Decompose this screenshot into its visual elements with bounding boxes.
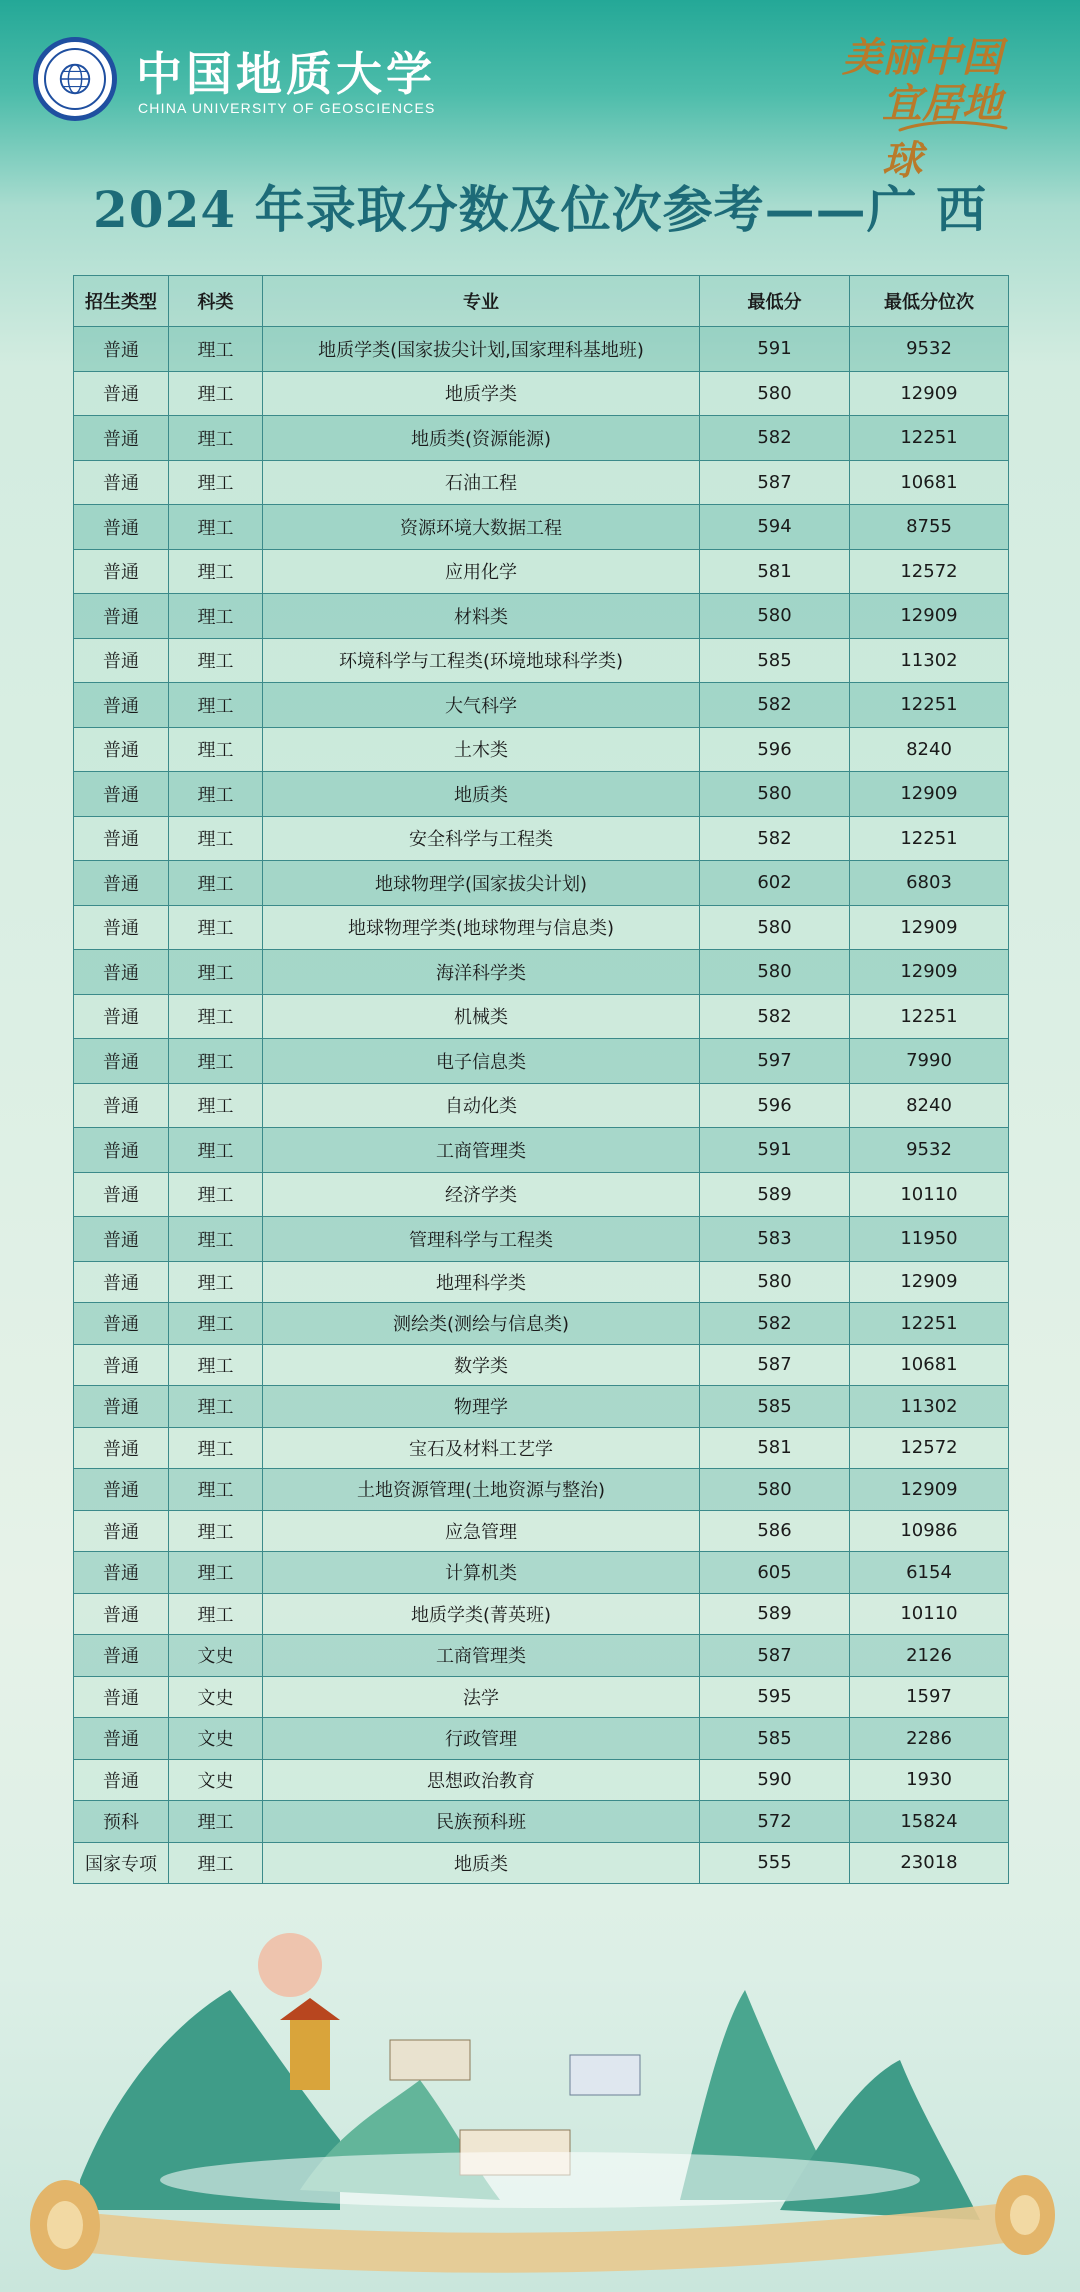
cell-subject-category: 理工 [169,638,263,683]
cell-major: 地球物理学类(地球物理与信息类) [263,905,700,950]
cell-admission-type: 普通 [74,460,169,505]
cell-min-rank: 12909 [850,594,1009,639]
table-row [74,1217,1009,1262]
cell-min-score: 596 [700,727,850,772]
cell-min-score: 602 [700,861,850,906]
cell-min-score: 582 [700,416,850,461]
cell-min-rank: 8755 [850,505,1009,550]
cell-subject-category: 理工 [169,327,263,372]
header-subject-category: 科类 [169,276,263,327]
cell-major: 安全科学与工程类 [263,816,700,861]
table-row [74,1344,1009,1386]
table-row [74,1261,1009,1303]
cell-major: 数学类 [263,1344,700,1386]
table-row [74,772,1009,817]
school-name-en: CHINA UNIVERSITY OF GEOSCIENCES [138,100,436,116]
cell-min-rank: 12909 [850,772,1009,817]
table-row [74,1718,1009,1760]
cell-major: 测绘类(测绘与信息类) [263,1303,700,1345]
cell-admission-type: 普通 [74,1172,169,1217]
cell-subject-category: 理工 [169,1217,263,1262]
cell-subject-category: 理工 [169,861,263,906]
cell-major: 地质学类 [263,371,700,416]
cell-subject-category: 理工 [169,1386,263,1428]
cell-min-score: 582 [700,994,850,1039]
clouds-icon [160,2152,920,2208]
cell-min-score: 580 [700,1261,850,1303]
table-row [74,683,1009,728]
cell-major: 自动化类 [263,1083,700,1128]
cell-min-score: 585 [700,638,850,683]
building-icon [390,2040,470,2080]
cell-subject-category: 理工 [169,1039,263,1084]
cell-min-score: 589 [700,1172,850,1217]
cell-min-rank: 2286 [850,1718,1009,1760]
cell-min-score: 589 [700,1593,850,1635]
cell-min-rank: 6803 [850,861,1009,906]
cell-major: 宝石及材料工艺学 [263,1427,700,1469]
cell-min-rank: 12909 [850,371,1009,416]
cell-subject-category: 理工 [169,549,263,594]
table-row [74,1386,1009,1428]
brush-stroke-icon [898,118,1008,134]
cell-min-rank: 10681 [850,1344,1009,1386]
table-row [74,1510,1009,1552]
cell-subject-category: 理工 [169,905,263,950]
cell-min-rank: 8240 [850,727,1009,772]
cell-min-rank: 12572 [850,549,1009,594]
cell-min-score: 580 [700,950,850,995]
cell-admission-type: 普通 [74,1303,169,1345]
cell-subject-category: 文史 [169,1635,263,1677]
cell-min-rank: 10681 [850,460,1009,505]
cell-admission-type: 普通 [74,327,169,372]
cell-admission-type: 普通 [74,1217,169,1262]
cell-subject-category: 理工 [169,950,263,995]
cell-subject-category: 理工 [169,1128,263,1173]
cell-major: 工商管理类 [263,1128,700,1173]
cell-min-score: 585 [700,1386,850,1428]
cell-min-score: 605 [700,1552,850,1594]
cell-min-rank: 23018 [850,1842,1009,1884]
cell-min-rank: 1930 [850,1759,1009,1801]
cell-min-rank: 12251 [850,1303,1009,1345]
cell-admission-type: 普通 [74,1039,169,1084]
cell-subject-category: 理工 [169,594,263,639]
cell-major: 工商管理类 [263,1635,700,1677]
cell-min-score: 590 [700,1759,850,1801]
cell-admission-type: 普通 [74,416,169,461]
cell-subject-category: 理工 [169,460,263,505]
cell-min-rank: 12909 [850,1469,1009,1511]
header-major: 专业 [263,276,700,327]
cell-subject-category: 理工 [169,683,263,728]
cell-admission-type: 普通 [74,1676,169,1718]
cell-major: 地质类 [263,1842,700,1884]
cell-admission-type: 普通 [74,1635,169,1677]
cell-admission-type: 普通 [74,1593,169,1635]
cell-min-rank: 7990 [850,1039,1009,1084]
cell-admission-type: 普通 [74,1759,169,1801]
cell-min-score: 587 [700,1635,850,1677]
table-row [74,371,1009,416]
cell-min-score: 580 [700,371,850,416]
table-row [74,1427,1009,1469]
cell-major: 经济学类 [263,1172,700,1217]
header-min-rank: 最低分位次 [850,276,1009,327]
cell-admission-type: 普通 [74,1718,169,1760]
cell-min-score: 597 [700,1039,850,1084]
table-row [74,994,1009,1039]
cell-min-score: 596 [700,1083,850,1128]
cell-subject-category: 理工 [169,1842,263,1884]
tower-icon [290,2020,330,2090]
table-row [74,1039,1009,1084]
cell-min-score: 585 [700,1718,850,1760]
table-row [74,905,1009,950]
cell-major: 电子信息类 [263,1039,700,1084]
cell-min-rank: 12572 [850,1427,1009,1469]
cell-subject-category: 理工 [169,1801,263,1843]
cell-subject-category: 理工 [169,1427,263,1469]
cell-admission-type: 国家专项 [74,1842,169,1884]
table-row [74,727,1009,772]
cell-major: 机械类 [263,994,700,1039]
cell-subject-category: 理工 [169,994,263,1039]
cell-min-rank: 11302 [850,1386,1009,1428]
cell-min-rank: 12909 [850,950,1009,995]
cell-min-score: 555 [700,1842,850,1884]
cell-min-score: 580 [700,905,850,950]
cell-min-score: 591 [700,1128,850,1173]
cell-major: 环境科学与工程类(环境地球科学类) [263,638,700,683]
cell-admission-type: 普通 [74,1469,169,1511]
cell-major: 石油工程 [263,460,700,505]
table-row [74,1593,1009,1635]
cell-major: 大气科学 [263,683,700,728]
cell-major: 土地资源管理(土地资源与整治) [263,1469,700,1511]
cell-subject-category: 理工 [169,727,263,772]
cell-admission-type: 普通 [74,1386,169,1428]
cell-min-score: 572 [700,1801,850,1843]
cell-admission-type: 普通 [74,549,169,594]
table-row [74,505,1009,550]
cell-major: 材料类 [263,594,700,639]
cell-admission-type: 普通 [74,994,169,1039]
cell-admission-type: 普通 [74,772,169,817]
cell-admission-type: 普通 [74,505,169,550]
cell-major: 地理科学类 [263,1261,700,1303]
header-admission-type: 招生类型 [74,276,169,327]
cell-min-rank: 10110 [850,1593,1009,1635]
cell-subject-category: 理工 [169,1083,263,1128]
table-row [74,1083,1009,1128]
cell-admission-type: 预科 [74,1801,169,1843]
table-row [74,1469,1009,1511]
slogan-line2: 宜居地球 [882,80,1002,184]
cell-min-score: 583 [700,1217,850,1262]
cell-major: 应急管理 [263,1510,700,1552]
table-row [74,638,1009,683]
cell-admission-type: 普通 [74,1083,169,1128]
cell-min-score: 580 [700,594,850,639]
cell-major: 地质类 [263,772,700,817]
cell-min-score: 582 [700,1303,850,1345]
cell-subject-category: 理工 [169,816,263,861]
cell-min-score: 587 [700,1344,850,1386]
cell-major: 资源环境大数据工程 [263,505,700,550]
cell-min-score: 581 [700,549,850,594]
cell-min-rank: 10110 [850,1172,1009,1217]
slogan-line1: 美丽中国 [842,34,1002,81]
cell-min-rank: 8240 [850,1083,1009,1128]
landscape-scroll-illustration [0,1880,1080,2292]
cell-subject-category: 理工 [169,505,263,550]
slogan-calligraphy [838,26,1028,184]
cell-min-rank: 9532 [850,327,1009,372]
cell-major: 地质学类(菁英班) [263,1593,700,1635]
cell-min-rank: 12251 [850,683,1009,728]
cell-major: 计算机类 [263,1552,700,1594]
header [0,0,1080,184]
table-row [74,327,1009,372]
cell-subject-category: 理工 [169,1172,263,1217]
table-row [74,816,1009,861]
cell-subject-category: 理工 [169,371,263,416]
cell-major: 民族预科班 [263,1801,700,1843]
cell-subject-category: 理工 [169,1510,263,1552]
cell-admission-type: 普通 [74,1427,169,1469]
cell-subject-category: 理工 [169,1469,263,1511]
cell-min-score: 595 [700,1676,850,1718]
cell-min-score: 582 [700,683,850,728]
cell-admission-type: 普通 [74,816,169,861]
table-row [74,1128,1009,1173]
cell-admission-type: 普通 [74,638,169,683]
cell-admission-type: 普通 [74,1344,169,1386]
table-row [74,950,1009,995]
table-row [74,1303,1009,1345]
cell-min-rank: 12251 [850,994,1009,1039]
table-row [74,1759,1009,1801]
score-table-container [73,275,1008,1884]
globe-icon [56,60,94,98]
table-row [74,1801,1009,1843]
header-min-score: 最低分 [700,276,850,327]
cell-subject-category: 理工 [169,1593,263,1635]
cell-subject-category: 文史 [169,1676,263,1718]
cell-admission-type: 普通 [74,1552,169,1594]
cell-admission-type: 普通 [74,1510,169,1552]
table-row [74,1676,1009,1718]
table-header-row [74,276,1009,327]
cell-admission-type: 普通 [74,950,169,995]
cell-min-rank: 2126 [850,1635,1009,1677]
cell-min-score: 594 [700,505,850,550]
cell-min-score: 587 [700,460,850,505]
cell-subject-category: 文史 [169,1759,263,1801]
cell-min-rank: 10986 [850,1510,1009,1552]
score-table [73,275,1009,1884]
cell-min-rank: 11302 [850,638,1009,683]
cell-admission-type: 普通 [74,861,169,906]
table-row [74,861,1009,906]
cell-subject-category: 理工 [169,416,263,461]
cell-min-rank: 12909 [850,905,1009,950]
school-name-cn: 中国地质大学 [136,47,436,101]
cell-min-rank: 9532 [850,1128,1009,1173]
cell-subject-category: 理工 [169,1303,263,1345]
cell-admission-type: 普通 [74,683,169,728]
cell-subject-category: 文史 [169,1718,263,1760]
cell-min-rank: 12251 [850,816,1009,861]
table-body [74,327,1009,1884]
cell-major: 地球物理学(国家拔尖计划) [263,861,700,906]
cell-major: 行政管理 [263,1718,700,1760]
cell-admission-type: 普通 [74,727,169,772]
cell-min-rank: 15824 [850,1801,1009,1843]
cell-subject-category: 理工 [169,772,263,817]
cell-admission-type: 普通 [74,1261,169,1303]
cell-admission-type: 普通 [74,594,169,639]
cell-min-rank: 1597 [850,1676,1009,1718]
cell-subject-category: 理工 [169,1261,263,1303]
sun-icon [258,1933,322,1997]
cell-major: 地质学类(国家拔尖计划,国家理科基地班) [263,327,700,372]
cell-major: 物理学 [263,1386,700,1428]
cell-min-rank: 12909 [850,1261,1009,1303]
table-row [74,594,1009,639]
cell-subject-category: 理工 [169,1344,263,1386]
cell-min-score: 586 [700,1510,850,1552]
cell-min-rank: 11950 [850,1217,1009,1262]
cell-min-score: 591 [700,327,850,372]
cell-admission-type: 普通 [74,905,169,950]
cell-major: 管理科学与工程类 [263,1217,700,1262]
cell-major: 思想政治教育 [263,1759,700,1801]
cell-major: 土木类 [263,727,700,772]
table-row [74,1552,1009,1594]
cell-min-rank: 12251 [850,416,1009,461]
cell-min-rank: 6154 [850,1552,1009,1594]
university-seal-logo [33,37,117,121]
cell-min-score: 580 [700,772,850,817]
building-blue-icon [570,2055,640,2095]
cell-subject-category: 理工 [169,1552,263,1594]
table-row [74,1635,1009,1677]
cell-major: 法学 [263,1676,700,1718]
cell-admission-type: 普通 [74,371,169,416]
table-row [74,1842,1009,1884]
cell-min-score: 582 [700,816,850,861]
cell-min-score: 581 [700,1427,850,1469]
page-title: 2024 年录取分数及位次参考——广 西 [93,180,987,239]
cell-major: 地质类(资源能源) [263,416,700,461]
cell-min-score: 580 [700,1469,850,1511]
cell-major: 海洋科学类 [263,950,700,995]
cell-major: 应用化学 [263,549,700,594]
cell-admission-type: 普通 [74,1128,169,1173]
table-row [74,549,1009,594]
table-row [74,460,1009,505]
table-row [74,1172,1009,1217]
table-row [74,416,1009,461]
